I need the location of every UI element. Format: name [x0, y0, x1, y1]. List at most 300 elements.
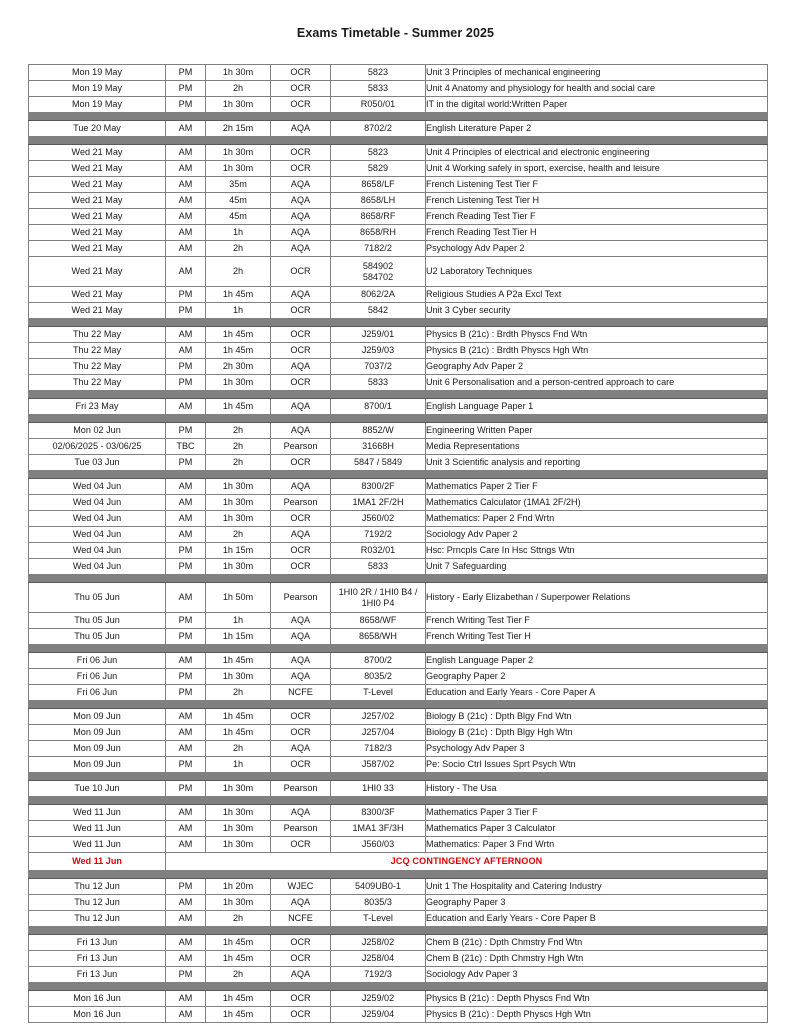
- cell-session: AM: [166, 741, 206, 757]
- cell-code: [331, 257, 426, 287]
- table-row: [29, 145, 768, 161]
- cell-duration: 2h: [206, 967, 271, 983]
- sep-cell-date: [29, 391, 166, 399]
- cell-description: French Reading Test Tier H: [426, 225, 768, 241]
- cell-date: Tue 10 Jun: [29, 781, 166, 797]
- sep-cell-date: [29, 319, 166, 327]
- day-separator-row: [29, 701, 768, 709]
- cell-date: Thu 12 Jun: [29, 911, 166, 927]
- cell-duration: 2h: [206, 257, 271, 287]
- cell-duration: 1h 45m: [206, 725, 271, 741]
- cell-code: 8300/2F: [331, 479, 426, 495]
- cell-board: OCR: [271, 837, 331, 853]
- cell-date: Wed 21 May: [29, 193, 166, 209]
- sep-cell-code: [331, 983, 426, 991]
- cell-board: AQA: [271, 805, 331, 821]
- table-row: [29, 629, 768, 645]
- day-separator-row: [29, 645, 768, 653]
- cell-date: Mon 16 Jun: [29, 991, 166, 1007]
- cell-duration: 1h 30m: [206, 375, 271, 391]
- cell-session: AM: [166, 709, 206, 725]
- cell-description: Unit 3 Scientific analysis and reporting: [426, 455, 768, 471]
- cell-board: AQA: [271, 479, 331, 495]
- table-row: [29, 821, 768, 837]
- cell-date: Wed 21 May: [29, 257, 166, 287]
- day-separator-row: [29, 471, 768, 479]
- cell-code: J258/04: [331, 951, 426, 967]
- cell-session: AM: [166, 527, 206, 543]
- table-row: [29, 709, 768, 725]
- cell-code: J257/04: [331, 725, 426, 741]
- cell-date: Thu 22 May: [29, 375, 166, 391]
- cell-description: Education and Early Years - Core Paper A: [426, 685, 768, 701]
- cell-description: Physics B (21c) : Depth Physcs Hgh Wtn: [426, 1007, 768, 1023]
- cell-duration: 1h 15m: [206, 629, 271, 645]
- table-row: [29, 935, 768, 951]
- cell-date: Mon 09 Jun: [29, 709, 166, 725]
- sep-cell-session: [166, 415, 206, 423]
- cell-board: Pearson: [271, 439, 331, 455]
- cell-duration: 1h 45m: [206, 951, 271, 967]
- cell-description: English Language Paper 2: [426, 653, 768, 669]
- cell-board: OCR: [271, 757, 331, 773]
- sep-cell-description: [426, 871, 768, 879]
- sep-cell-description: [426, 415, 768, 423]
- table-row: [29, 97, 768, 113]
- cell-date: Wed 21 May: [29, 145, 166, 161]
- sep-cell-code: [331, 137, 426, 145]
- cell-session: PM: [166, 97, 206, 113]
- cell-duration: 2h 30m: [206, 359, 271, 375]
- sep-cell-session: [166, 137, 206, 145]
- table-row: [29, 559, 768, 575]
- cell-code: [331, 583, 426, 613]
- table-row: [29, 741, 768, 757]
- cell-board: Pearson: [271, 495, 331, 511]
- cell-session: PM: [166, 559, 206, 575]
- table-row: [29, 121, 768, 137]
- cell-date: Tue 03 Jun: [29, 455, 166, 471]
- cell-session: PM: [166, 879, 206, 895]
- cell-session: PM: [166, 757, 206, 773]
- sep-cell-date: [29, 773, 166, 781]
- cell-date: Mon 02 Jun: [29, 423, 166, 439]
- sep-cell-description: [426, 575, 768, 583]
- cell-code: 7037/2: [331, 359, 426, 375]
- cell-board: OCR: [271, 343, 331, 359]
- cell-description: French Listening Test Tier H: [426, 193, 768, 209]
- cell-session: AM: [166, 805, 206, 821]
- cell-date: Thu 05 Jun: [29, 629, 166, 645]
- cell-description: Education and Early Years - Core Paper B: [426, 911, 768, 927]
- sep-cell-board: [271, 319, 331, 327]
- table-row: [29, 613, 768, 629]
- table-row: [29, 669, 768, 685]
- cell-session: AM: [166, 951, 206, 967]
- exams-timetable: [28, 64, 768, 1023]
- cell-session: AM: [166, 193, 206, 209]
- cell-description: Biology B (21c) : Dpth Blgy Hgh Wtn: [426, 725, 768, 741]
- cell-duration: 2h: [206, 241, 271, 257]
- table-row: [29, 837, 768, 853]
- cell-duration: 1h 45m: [206, 287, 271, 303]
- cell-session: AM: [166, 327, 206, 343]
- cell-code: 5847 / 5849: [331, 455, 426, 471]
- cell-session: AM: [166, 177, 206, 193]
- cell-code: J259/03: [331, 343, 426, 359]
- cell-code: 8658/WH: [331, 629, 426, 645]
- cell-code: 7192/2: [331, 527, 426, 543]
- cell-code: 8658/WF: [331, 613, 426, 629]
- cell-duration: 1h 30m: [206, 821, 271, 837]
- sep-cell-session: [166, 871, 206, 879]
- sep-cell-date: [29, 797, 166, 805]
- table-row: [29, 161, 768, 177]
- cell-board: AQA: [271, 193, 331, 209]
- table-row: [29, 805, 768, 821]
- table-row: [29, 991, 768, 1007]
- cell-duration: 1h: [206, 303, 271, 319]
- cell-duration: 1h 30m: [206, 97, 271, 113]
- cell-duration: 1h 30m: [206, 895, 271, 911]
- cell-date: Thu 22 May: [29, 343, 166, 359]
- cell-date: Wed 04 Jun: [29, 479, 166, 495]
- cell-code: J258/02: [331, 935, 426, 951]
- table-row: [29, 479, 768, 495]
- sep-cell-description: [426, 471, 768, 479]
- cell-date: Mon 19 May: [29, 81, 166, 97]
- sep-cell-code: [331, 773, 426, 781]
- sep-cell-description: [426, 927, 768, 935]
- cell-board: AQA: [271, 177, 331, 193]
- sep-cell-code: [331, 871, 426, 879]
- cell-board: OCR: [271, 145, 331, 161]
- cell-code: J560/03: [331, 837, 426, 853]
- cell-date: Fri 13 Jun: [29, 951, 166, 967]
- cell-code: 5842: [331, 303, 426, 319]
- cell-board: AQA: [271, 399, 331, 415]
- cell-board: OCR: [271, 709, 331, 725]
- cell-board: WJEC: [271, 879, 331, 895]
- day-separator-row: [29, 871, 768, 879]
- cell-session: AM: [166, 495, 206, 511]
- sep-cell-duration: [206, 319, 271, 327]
- cell-session: PM: [166, 287, 206, 303]
- table-row: [29, 65, 768, 81]
- sep-cell-code: [331, 319, 426, 327]
- cell-code: 8658/LH: [331, 193, 426, 209]
- cell-session: AM: [166, 837, 206, 853]
- cell-date: Thu 22 May: [29, 359, 166, 375]
- sep-cell-session: [166, 471, 206, 479]
- table-row: [29, 241, 768, 257]
- cell-board: OCR: [271, 455, 331, 471]
- sep-cell-date: [29, 137, 166, 145]
- cell-code: J587/02: [331, 757, 426, 773]
- cell-code: 1MA1 2F/2H: [331, 495, 426, 511]
- cell-date: Wed 11 Jun: [29, 821, 166, 837]
- sep-cell-board: [271, 645, 331, 653]
- cell-duration: 1h 30m: [206, 837, 271, 853]
- cell-date: Wed 11 Jun: [29, 805, 166, 821]
- cell-duration: 2h: [206, 911, 271, 927]
- cell-code: J259/02: [331, 991, 426, 1007]
- cell-date: Mon 09 Jun: [29, 757, 166, 773]
- table-row: [29, 359, 768, 375]
- cell-session: AM: [166, 725, 206, 741]
- table-row: [29, 327, 768, 343]
- cell-board: AQA: [271, 241, 331, 257]
- sep-cell-duration: [206, 871, 271, 879]
- cell-date: Wed 21 May: [29, 161, 166, 177]
- cell-board: OCR: [271, 161, 331, 177]
- cell-description: Sociology Adv Paper 3: [426, 967, 768, 983]
- cell-description: French Listening Test Tier F: [426, 177, 768, 193]
- cell-board: OCR: [271, 991, 331, 1007]
- cell-duration: 1h: [206, 613, 271, 629]
- cell-date: Thu 22 May: [29, 327, 166, 343]
- cell-description: Chem B (21c) : Dpth Chmstry Fnd Wtn: [426, 935, 768, 951]
- cell-date: Fri 06 Jun: [29, 653, 166, 669]
- cell-date: Fri 06 Jun: [29, 669, 166, 685]
- cell-session: AM: [166, 935, 206, 951]
- cell-code: 8702/2: [331, 121, 426, 137]
- cell-session: AM: [166, 821, 206, 837]
- sep-cell-date: [29, 927, 166, 935]
- cell-code: T-Level: [331, 685, 426, 701]
- cell-description: Unit 4 Principles of electrical and electronic engineering: [426, 145, 768, 161]
- cell-duration: 35m: [206, 177, 271, 193]
- sep-cell-board: [271, 113, 331, 121]
- cell-code: 1HI0 33: [331, 781, 426, 797]
- table-row: [29, 527, 768, 543]
- cell-session: PM: [166, 613, 206, 629]
- day-separator-row: [29, 927, 768, 935]
- cell-description: Geography Paper 3: [426, 895, 768, 911]
- sep-cell-duration: [206, 645, 271, 653]
- cell-duration: 1h 30m: [206, 479, 271, 495]
- table-row: [29, 209, 768, 225]
- sep-cell-board: [271, 797, 331, 805]
- day-separator-row: [29, 797, 768, 805]
- cell-session: PM: [166, 65, 206, 81]
- cell-duration: 1h 45m: [206, 653, 271, 669]
- cell-duration: 1h: [206, 225, 271, 241]
- sep-cell-date: [29, 983, 166, 991]
- cell-duration: 1h 45m: [206, 709, 271, 725]
- cell-board: AQA: [271, 359, 331, 375]
- sep-cell-duration: [206, 701, 271, 709]
- cell-date: Fri 06 Jun: [29, 685, 166, 701]
- cell-code: 5833: [331, 375, 426, 391]
- cell-date: Wed 21 May: [29, 209, 166, 225]
- sep-cell-duration: [206, 113, 271, 121]
- cell-duration: 1h 45m: [206, 935, 271, 951]
- cell-session: PM: [166, 685, 206, 701]
- cell-session: AM: [166, 653, 206, 669]
- sep-cell-code: [331, 645, 426, 653]
- table-row: [29, 225, 768, 241]
- cell-board: NCFE: [271, 685, 331, 701]
- sep-cell-board: [271, 773, 331, 781]
- cell-board: AQA: [271, 741, 331, 757]
- cell-board: OCR: [271, 559, 331, 575]
- table-row: [29, 303, 768, 319]
- cell-description: Mathematics: Paper 2 Fnd Wrtn: [426, 511, 768, 527]
- cell-duration: 2h 15m: [206, 121, 271, 137]
- timetable-container: [28, 64, 767, 1023]
- cell-code: 8062/2A: [331, 287, 426, 303]
- cell-date: Mon 09 Jun: [29, 725, 166, 741]
- cell-duration: 1h 30m: [206, 495, 271, 511]
- cell-date: Wed 04 Jun: [29, 543, 166, 559]
- cell-session: AM: [166, 241, 206, 257]
- sep-cell-duration: [206, 415, 271, 423]
- table-row: [29, 455, 768, 471]
- cell-code: 8300/3F: [331, 805, 426, 821]
- contingency-notice: JCQ CONTINGENCY AFTERNOON: [166, 853, 768, 871]
- table-row: [29, 725, 768, 741]
- sep-cell-session: [166, 391, 206, 399]
- contingency-row: [29, 853, 768, 871]
- sep-cell-code: [331, 471, 426, 479]
- cell-session: AM: [166, 343, 206, 359]
- cell-session: PM: [166, 375, 206, 391]
- table-row: [29, 257, 768, 287]
- cell-code: 8035/2: [331, 669, 426, 685]
- sep-cell-date: [29, 415, 166, 423]
- cell-duration: 1h 30m: [206, 559, 271, 575]
- cell-code: 8700/2: [331, 653, 426, 669]
- cell-description: English Literature Paper 2: [426, 121, 768, 137]
- sep-cell-code: [331, 701, 426, 709]
- cell-date: Wed 11 Jun: [29, 853, 166, 871]
- page-title: Exams Timetable - Summer 2025: [296, 26, 495, 40]
- cell-description: History - The Usa: [426, 781, 768, 797]
- cell-board: OCR: [271, 951, 331, 967]
- cell-date: Fri 23 May: [29, 399, 166, 415]
- cell-session: PM: [166, 781, 206, 797]
- cell-description: Unit 4 Anatomy and physiology for health and social care: [426, 81, 768, 97]
- cell-session: AM: [166, 209, 206, 225]
- cell-code-line: 1HI0 P4: [361, 597, 395, 608]
- cell-board: AQA: [271, 895, 331, 911]
- cell-duration: 2h: [206, 527, 271, 543]
- cell-duration: 1h 30m: [206, 511, 271, 527]
- sep-cell-code: [331, 113, 426, 121]
- cell-code: 8035/3: [331, 895, 426, 911]
- cell-board: OCR: [271, 511, 331, 527]
- cell-description: French Writing Test Tier F: [426, 613, 768, 629]
- cell-duration: 1h 45m: [206, 991, 271, 1007]
- cell-code: 8700/1: [331, 399, 426, 415]
- day-separator-row: [29, 319, 768, 327]
- cell-date: Thu 05 Jun: [29, 583, 166, 613]
- cell-code: J257/02: [331, 709, 426, 725]
- sep-cell-board: [271, 575, 331, 583]
- day-separator-row: [29, 137, 768, 145]
- cell-description: French Reading Test Tier F: [426, 209, 768, 225]
- cell-session: AM: [166, 161, 206, 177]
- cell-code-line: 1HI0 2R / 1HI0 B4 /: [338, 587, 418, 598]
- sep-cell-session: [166, 113, 206, 121]
- cell-code: 8658/LF: [331, 177, 426, 193]
- cell-board: OCR: [271, 543, 331, 559]
- cell-session: AM: [166, 145, 206, 161]
- sep-cell-duration: [206, 983, 271, 991]
- sep-cell-description: [426, 773, 768, 781]
- cell-duration: 1h 30m: [206, 805, 271, 821]
- cell-code-line: 584702: [362, 271, 394, 282]
- cell-session: PM: [166, 967, 206, 983]
- table-row: [29, 375, 768, 391]
- sep-cell-date: [29, 645, 166, 653]
- day-separator-row: [29, 415, 768, 423]
- table-row: [29, 895, 768, 911]
- cell-description: History - Early Elizabethan / Superpower Relations: [426, 583, 768, 613]
- cell-description: IT in the digital world:Written Paper: [426, 97, 768, 113]
- cell-date: Wed 11 Jun: [29, 837, 166, 853]
- cell-date: Wed 04 Jun: [29, 511, 166, 527]
- cell-session: PM: [166, 669, 206, 685]
- table-row: [29, 951, 768, 967]
- cell-description: Engineering Written Paper: [426, 423, 768, 439]
- cell-board: AQA: [271, 287, 331, 303]
- cell-board: AQA: [271, 527, 331, 543]
- sep-cell-description: [426, 137, 768, 145]
- cell-code: 5823: [331, 65, 426, 81]
- day-separator-row: [29, 391, 768, 399]
- cell-date: Wed 21 May: [29, 241, 166, 257]
- cell-description: Unit 4 Working safely in sport, exercise, health and leisure: [426, 161, 768, 177]
- cell-description: Mathematics Calculator (1MA1 2F/2H): [426, 495, 768, 511]
- cell-duration: 1h 30m: [206, 669, 271, 685]
- cell-date: Mon 19 May: [29, 65, 166, 81]
- sep-cell-description: [426, 319, 768, 327]
- sep-cell-description: [426, 645, 768, 653]
- cell-date: Mon 09 Jun: [29, 741, 166, 757]
- sep-cell-board: [271, 983, 331, 991]
- cell-duration: 1h 15m: [206, 543, 271, 559]
- cell-description: Unit 1 The Hospitality and Catering Industry: [426, 879, 768, 895]
- sep-cell-session: [166, 701, 206, 709]
- cell-code: 8852/W: [331, 423, 426, 439]
- cell-date: Thu 12 Jun: [29, 895, 166, 911]
- table-row: [29, 495, 768, 511]
- sep-cell-date: [29, 871, 166, 879]
- cell-description: Physics B (21c) : Brdth Physcs Fnd Wtn: [426, 327, 768, 343]
- cell-code: 31668H: [331, 439, 426, 455]
- cell-board: OCR: [271, 935, 331, 951]
- cell-board: AQA: [271, 121, 331, 137]
- cell-date: Mon 19 May: [29, 97, 166, 113]
- cell-duration: 1h 30m: [206, 65, 271, 81]
- cell-code: 5833: [331, 559, 426, 575]
- cell-duration: 1h 45m: [206, 343, 271, 359]
- cell-session: AM: [166, 895, 206, 911]
- cell-code: R050/01: [331, 97, 426, 113]
- cell-code: 5833: [331, 81, 426, 97]
- cell-board: AQA: [271, 967, 331, 983]
- cell-date: Wed 21 May: [29, 287, 166, 303]
- sep-cell-description: [426, 797, 768, 805]
- cell-session: PM: [166, 455, 206, 471]
- table-row: [29, 653, 768, 669]
- table-row: [29, 1007, 768, 1023]
- table-row: [29, 543, 768, 559]
- table-row: [29, 193, 768, 209]
- sep-cell-duration: [206, 927, 271, 935]
